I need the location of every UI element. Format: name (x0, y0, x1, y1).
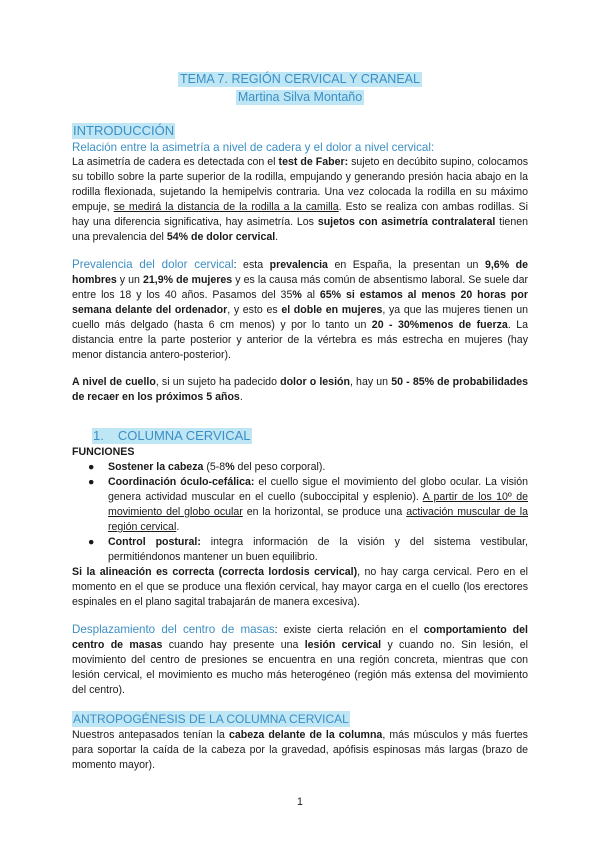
title-block (72, 70, 528, 106)
functions-list (72, 460, 528, 565)
bullet-icon: ● (88, 476, 95, 488)
cervical-heading-row (92, 427, 528, 445)
relapse-paragraph: A nivel de cuello, si un sujeto ha padecido dolor o lesión, hay un 50 - 85% de probabilidades de recaer en los próximos 5 años. (72, 376, 529, 403)
prevalence-lead: Prevalencia del dolor cervical (72, 258, 234, 271)
anthropogenesis-heading: ANTROPOGÉNESIS DE LA COLUMNA CERVICAL (73, 712, 349, 726)
cervical-heading: 1. COLUMNA CERVICAL (93, 428, 251, 443)
introduction-heading: INTRODUCCIÓN (73, 123, 175, 138)
section-cervical-spine (72, 427, 528, 773)
center-of-mass-lead: Desplazamiento del centro de masas (72, 623, 275, 636)
bullet-icon: ● (88, 536, 95, 548)
center-of-mass-paragraph: Desplazamiento del centro de masas: existe cierta relación en el comportamiento del centro de masas cuando hay presente una lesión cervical y cuando no. Sin lesión, el movimiento del centro de presiones se encuentra en una región concreta, mientras que con lesión cervical, el movimiento es mucho más heterogéneo (región más extensa del movimiento del centro). (72, 623, 528, 696)
section-introduction (72, 122, 528, 405)
document-page (72, 70, 528, 773)
list-item: ● Control postural: integra información de la visión y del sistema vestibular, permitiéndonos mantener un buen equilibrio. (88, 536, 528, 563)
anthropogenesis-paragraph: Nuestros antepasados tenían la cabeza delante de la columna, más músculos y más fuertes para soportar la caída de la cabeza por la gravedad, apófisis espinosas más largas (brazo de momento mayor). (72, 729, 528, 771)
list-item: ● Sostener la cabeza (5-8% del peso corporal). (88, 461, 326, 473)
functions-label: FUNCIONES (72, 446, 135, 458)
prevalence-paragraph: Prevalencia del dolor cervical: esta prevalencia en España, la presentan un 9,6% de hombres y un 21,9% de mujeres y es la causa más común de absentismo laboral. Se suele dar entre los 18 y los 40 años. Pasamos del 35% al 65% si estamos al menos 20 horas por semana delante del ordenador, y esto es el doble en mujeres, ya que las mujeres tienen un cuello más delgado (hasta 6 cm menos) y por lo tanto un 20 - 30%menos de fuerza. La distancia entre la parte posterior y anterior de la vértebra es más estrecha en mujeres (hay menor distancia antero-posterior). (72, 258, 529, 361)
alignment-paragraph: Si la alineación es correcta (correcta lordosis cervical), no hay carga cervical. Pero en el momento en el que se produce una flexión cervical, hay mayor carga en el cuello (los erectores espinales en el plano sagital trabajarán de manera excesiva). (72, 566, 528, 608)
page-number: 1 (297, 796, 303, 808)
document-author: Martina Silva Montaño (237, 90, 363, 104)
faber-test-paragraph: La asimetría de cadera es detectada con el test de Faber: sujeto en decúbito supino, colocamos su tobillo sobre la parte superior de la rodilla, empujando y generando presión hacia abajo en la rodilla flexionada, sujetando la hemipelvis contraria. Una vez colocada la rodilla en su máximo empuje, se medirá la distancia de la rodilla a la camilla. Esto se realiza con ambas rodillas. Si hay una diferencia significativa, hay asimetría. Los sujetos con asimetría contralateral tienen una prevalencia del 54% de dolor cervical. (72, 156, 529, 243)
bullet-icon: ● (88, 461, 95, 473)
hip-asymmetry-subheading: Relación entre la asimetría a nivel de cadera y el dolor a nivel cervical: (72, 141, 435, 154)
document-title: TEMA 7. REGIÓN CERVICAL Y CRANEAL (180, 72, 420, 86)
list-item: ● Coordinación óculo-cefálica: el cuello sigue el movimiento del globo ocular. La visión genera actividad muscular en el cuello (suboccipital y esplenio). A partir de los 10º de movimiento del globo ocular en la horizontal, se produce una activación muscular de la región cervical. (88, 476, 529, 533)
